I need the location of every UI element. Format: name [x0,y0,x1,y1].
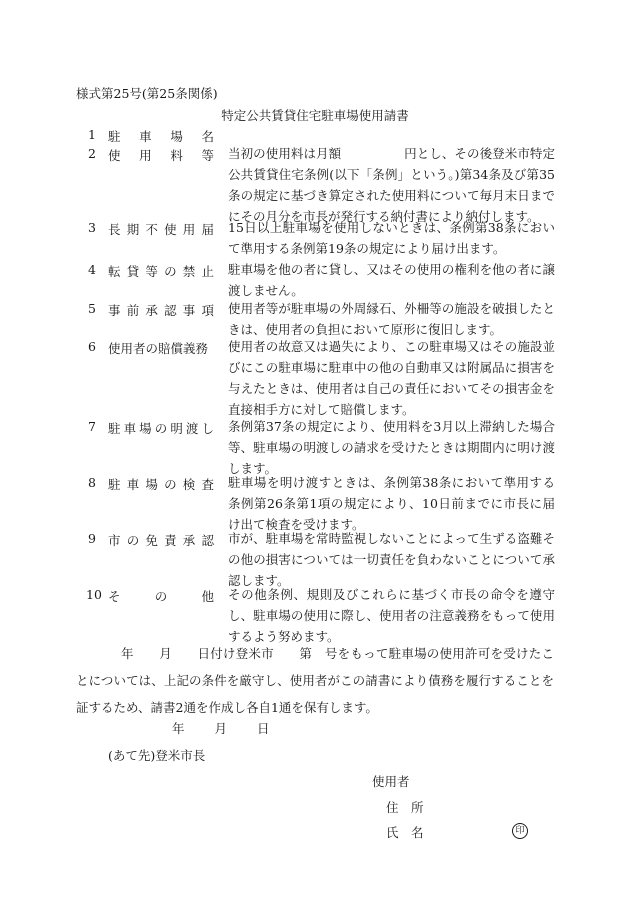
date-month: 月 [214,721,228,736]
label-char: 項 [201,303,214,318]
label-char: 等 [145,264,158,279]
item-number: 1 [88,127,96,142]
label-char: 駐 [108,477,121,492]
item-number: 9 [88,531,96,546]
label-char: 車 [139,129,152,144]
label-char: 転 [108,264,121,279]
item-number: 2 [88,146,96,161]
label-char: 長 [108,222,121,237]
label-char: 承 [145,303,158,318]
label-char: 用 [139,148,152,163]
item-text: 使用者の故意又は過失により、この駐車場又はその施設並びにこの駐車場に駐車中の他の自動車又は附属品に損害を与えたときは、使用者は自己の責任においてその損害金を直接相手方に対して賠償します。 [228,339,555,417]
item-label [108,262,214,280]
item-text: 駐車場を明け渡すときは、条例第38条において準用する条例第26条第1項の規定により、10日前までに市長に届け出て検査を受けます。 [228,475,555,532]
address-label: 住 所 [386,800,424,815]
label-char: の [154,589,168,604]
label-char: の [164,477,177,492]
item-label [108,301,214,319]
item-text: 使用者等が駐車場の外周縁石、外柵等の施設を破損したときは、使用者の負担において原形に復旧します。 [228,301,555,337]
item-text: 15日以上駐車場を使用しないときは、条例第38条において準用する条例第19条の規定により届け出ます。 [228,220,555,256]
label-char: 事 [108,303,121,318]
form-number: 様式第25号(第25条関係) [76,86,218,101]
seal-icon: 印 [512,823,528,839]
label-char: 期 [126,222,140,237]
label-char: 使 [164,222,177,237]
label-char: の [126,533,140,548]
date-year: 年 [172,721,185,736]
label-char: 禁 [182,264,196,279]
label-char: 名 [201,129,214,144]
document-title: 特定公共賃貸住宅駐車場使用請書 [221,108,409,123]
label-char: 免 [145,533,158,548]
label-char: 場 [139,421,152,436]
item-text: 条例第37条の規定により、使用料を3月以上滞納した場合等、駐車場の明渡しの請求を受けたときは期間内に明け渡します。 [228,419,555,476]
addressee: (あて先)登米市長 [108,748,206,763]
label-char: し [201,421,214,436]
label-char: そ [108,589,121,604]
label-char: の [164,264,177,279]
item-label [108,587,214,605]
label-char: 駐 [108,129,121,144]
item-number: 6 [88,339,96,354]
label-char: 他 [201,589,214,604]
label-char: 認 [164,303,177,318]
label-char: 場 [145,477,158,492]
label-char: 貸 [126,264,140,279]
label-char: 査 [201,477,214,492]
item-label [108,127,214,145]
item-label [108,146,214,164]
label-char: 事 [182,303,196,318]
label-char: 届 [201,222,214,237]
label-char: 止 [201,264,214,279]
label-char: 明 [170,421,183,436]
label-char: 用 [182,222,196,237]
label-char: 駐 [108,421,121,436]
item-number: 10 [86,587,102,602]
item-number: 5 [88,301,96,316]
item-text: 駐車場を他の者に貸し、又はその使用の権利を他の者に譲渡しません。 [228,262,555,298]
label-char: 責 [164,533,177,548]
label-char: 認 [201,533,214,548]
name-label: 氏 名 [386,825,424,840]
item-number: 3 [88,220,96,235]
label-char: 料 [170,148,183,163]
label-char: 検 [182,477,196,492]
item-number: 8 [88,475,96,490]
label-char: 不 [145,222,158,237]
item-label [108,531,214,549]
user-label: 使用者 [372,774,410,789]
item-number: 7 [88,419,96,434]
label-char: 承 [182,533,196,548]
item-number: 4 [88,262,96,277]
item-label [108,220,214,238]
item-text: その他条例、規則及びこれらに基づく市長の命令を遵守し、駐車場の使用に際し、使用者の注意義務をもって使用するよう努めます。 [228,587,555,644]
item-label [108,475,214,493]
pledge-paragraph: 年 月 日付け登米市 第 号をもって駐車場の使用許可を受けたことについては、上記の条件を厳守し、使用者がこの請書により債務を履行することを証するため、請書2通を作成し各自1通を保有します。 [76,646,554,715]
item-text: 当初の使用料は月額 円とし、その後登米市特定公共賃貸住宅条例(以下「条例」という。)第34条及び第35条の規定に基づき算定された使用料について毎月末日までにその月分を市長が発行する納付書により納付します。 [228,146,555,224]
label-char: 前 [126,303,140,318]
label-char: 等 [201,148,214,163]
item-text: 市が、駐車場を常時監視しないことによって生ずる盗難その他の損害については一切責任を負わないことについて承認します。 [228,531,555,588]
label-char: の [154,421,168,436]
label-char: 車 [126,477,140,492]
date-line [172,719,270,737]
item-label [108,419,214,437]
label-char: 市 [108,533,121,548]
label-char: 車 [123,421,137,436]
date-day: 日 [257,721,270,736]
label-char: 場 [170,129,183,144]
label-char: 渡 [185,421,199,436]
item-label: 使用者の賠償義務 [108,341,209,356]
label-char: 使 [108,148,121,163]
